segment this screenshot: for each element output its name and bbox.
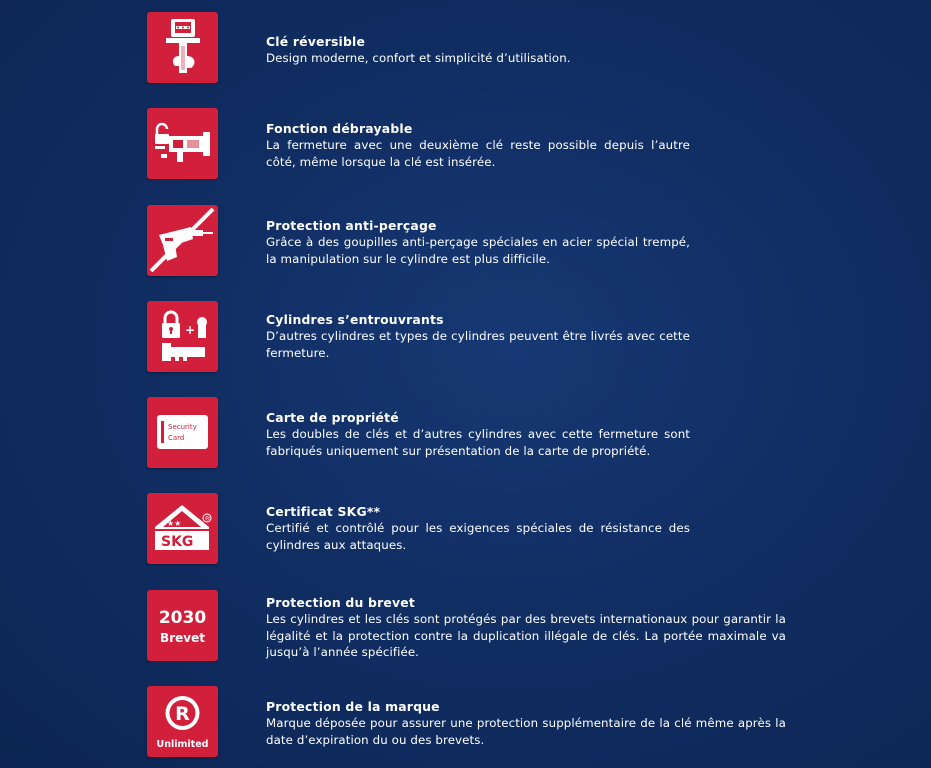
- disengaging-lock-icon: [147, 108, 218, 179]
- skg-registered-mark: ®: [204, 515, 211, 523]
- feature-description: La fermeture avec une deuxième clé reste possible depuis l’autre côté, même lorsque la clé est insérée.: [266, 138, 690, 169]
- reversible-key-icon: [147, 12, 218, 83]
- anti-drill-tile: [147, 205, 218, 276]
- disengaging-tile: [147, 108, 218, 179]
- skg-label: SKG: [161, 534, 194, 550]
- feature-title: Protection du brevet: [266, 595, 415, 610]
- trademark-label: Unlimited: [156, 739, 209, 750]
- skg-tile: [147, 493, 218, 564]
- feature-text: [266, 217, 690, 267]
- feature-description: Les cylindres et les clés sont protégés par des brevets internationaux pour garantir la légalité et la protection contre la duplication illégale de clés. La portée maximale va jusqu’à l’année spécifiée.: [266, 612, 786, 659]
- skg-certificate-icon: [147, 493, 218, 564]
- reversible-key-tile: [147, 12, 218, 83]
- feature-title: Certificat SKG**: [266, 504, 381, 519]
- svg-text:+: +: [185, 323, 196, 337]
- feature-description: Design moderne, confort et simplicité d’utilisation.: [266, 51, 571, 65]
- feature-title: Carte de propriété: [266, 410, 399, 425]
- feature-title: Cylindres s’entrouvrants: [266, 312, 444, 327]
- feature-title: Fonction débrayable: [266, 121, 413, 136]
- patent-2030-icon: [147, 590, 218, 661]
- feature-title: Clé réversible: [266, 34, 366, 49]
- patent-label: Brevet: [160, 631, 205, 645]
- feature-text: [266, 698, 786, 748]
- feature-title: Protection de la marque: [266, 699, 440, 714]
- patent-year: 2030: [158, 608, 207, 628]
- feature-text: [266, 594, 786, 661]
- feature-description: Marque déposée pour assurer une protection supplémentaire de la clé même après la date d’expiration du ou des brevets.: [266, 716, 786, 747]
- feature-text: [266, 120, 690, 170]
- feature-text: [266, 311, 690, 361]
- feature-description: D’autres cylindres et types de cylindres peuvent être livrés avec cette fermeture.: [266, 329, 690, 360]
- feature-title: Protection anti-perçage: [266, 218, 437, 233]
- feature-text: [266, 503, 690, 553]
- anti-drill-icon: [147, 205, 218, 276]
- card-label-line2: Card: [168, 434, 185, 442]
- security-card-icon: [147, 397, 218, 468]
- feature-text: [266, 33, 690, 67]
- feature-text: [266, 409, 690, 459]
- card-label-line1: Security: [168, 423, 197, 431]
- keyed-alike-cylinders-icon: [147, 301, 218, 372]
- svg-text:R: R: [175, 703, 190, 725]
- trademark-tile: [147, 686, 218, 757]
- feature-description: Certifié et contrôlé pour les exigences spéciales de résistance des cylindres aux attaques.: [266, 521, 690, 552]
- patent-tile: [147, 590, 218, 661]
- keyed-alike-tile: [147, 301, 218, 372]
- feature-description: Grâce à des goupilles anti-perçage spéciales en acier spécial trempé, la manipulation sur le cylindre est plus difficile.: [266, 235, 690, 266]
- security-card-tile: [147, 397, 218, 468]
- registered-trademark-icon: [147, 686, 218, 757]
- svg-text:★★: ★★: [167, 519, 182, 528]
- feature-description: Les doubles de clés et d’autres cylindres avec cette fermeture sont fabriqués uniquement sur présentation de la carte de propriété.: [266, 427, 690, 458]
